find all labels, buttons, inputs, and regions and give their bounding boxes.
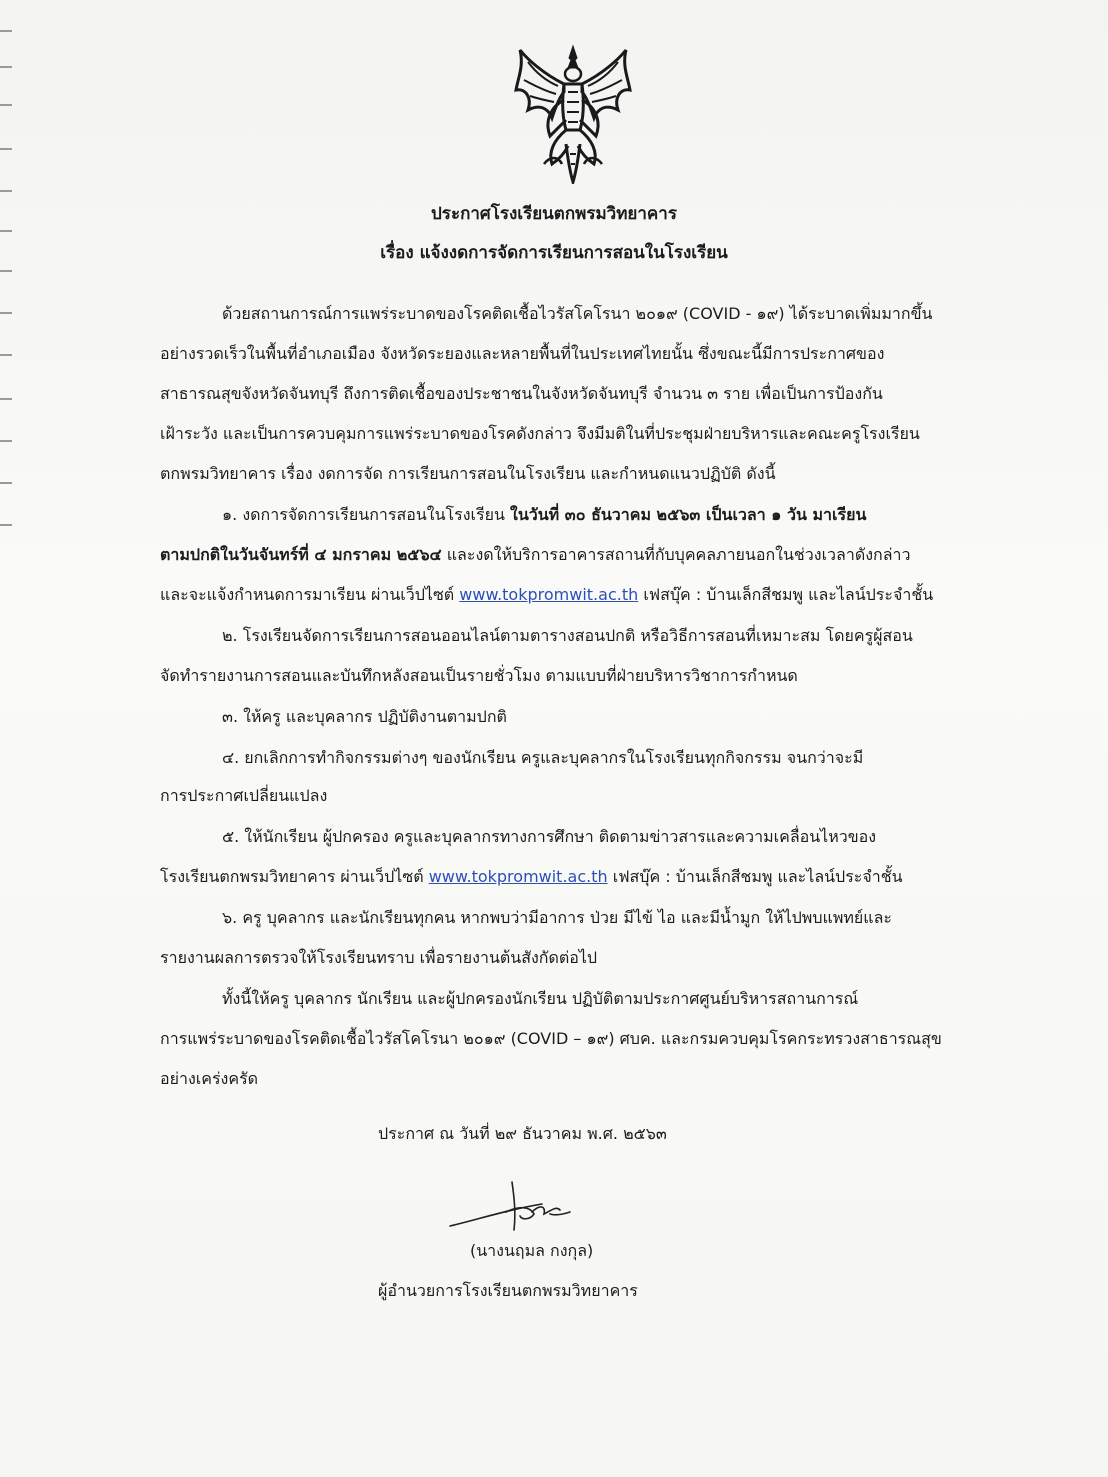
- item-1-date-bold: ในวันที่ ๓๐ ธันวาคม ๒๕๖๓ เป็นเวลา ๑ วัน มาเรียน: [510, 505, 867, 524]
- item-3-line: ๓. ให้ครู และบุคลากร ปฏิบัติงานตามปกติ: [222, 707, 507, 726]
- signature-image: [446, 1176, 596, 1236]
- item-1-text-2: และงดให้บริการอาคารสถานที่กับบุคคลภายนอกในช่วงเวลาดังกล่าว: [441, 545, 911, 564]
- item-1-line-3: [160, 585, 933, 605]
- closing-line-2: การแพร่ระบาดของโรคติดเชื้อไวรัสโคโรนา ๒๐๑๙ (COVID – ๑๙) ศบค. และกรมควบคุมโรคกระทรวงสาธารณสุข: [160, 1029, 942, 1048]
- item-5-text-2: เฟสบุ๊ค : บ้านเล็กสีชมพู และไลน์ประจำชั้น: [607, 867, 903, 886]
- intro-line-2: อย่างรวดเร็วในพื้นที่อำเภอเมือง จังหวัดระยองและหลายพื้นที่ในประเทศไทยนั้น ซึ่งขณะนี้มีการประกาศของ: [160, 344, 885, 363]
- closing-line-3: อย่างเคร่งครัด: [160, 1069, 259, 1088]
- item-5-line-2: [160, 867, 903, 887]
- item-2-line-1: ๒. โรงเรียนจัดการเรียนการสอนออนไลน์ตามตารางสอนปกติ หรือวิธีการสอนที่เหมาะสม โดยครูผู้สอน: [222, 626, 913, 645]
- document-title: ประกาศโรงเรียนตกพรมวิทยาคาร: [431, 204, 677, 224]
- document-subject: เรื่อง แจ้งงดการจัดการเรียนการสอนในโรงเรียน: [380, 243, 728, 263]
- website-link-1[interactable]: www.tokpromwit.ac.th: [459, 585, 639, 604]
- item-6-line-1: ๖. ครู บุคลากร และนักเรียนทุกคน หากพบว่ามีอาการ ป่วย มีไข้ ไอ และมีน้ำมูก ให้ไปพบแพทย์และ: [222, 908, 892, 927]
- intro-line-3: สาธารณสุขจังหวัดจันทบุรี ถึงการติดเชื้อของประชาชนในจังหวัดจันทบุรี จำนวน ๓ ราย เพื่อเป็นการป้องกัน: [160, 384, 883, 403]
- signer-name: (นางนฤมล กงกุล): [470, 1241, 594, 1260]
- item-1-text-3: และจะแจ้งกำหนดการมาเรียน ผ่านเว็ปไซต์: [160, 585, 460, 604]
- intro-line-4: เฝ้าระวัง และเป็นการควบคุมการแพร่ระบาดของโรคดังกล่าว จึงมีมติในที่ประชุมฝ่ายบริหารและคณะครูโรงเรียน: [160, 424, 920, 443]
- binder-hole-marks: [0, 0, 14, 560]
- item-5-line-1: ๕. ให้นักเรียน ผู้ปกครอง ครูและบุคลากรทางการศึกษา ติดตามข่าวสารและความเคลื่อนไหวของ: [222, 827, 877, 846]
- item-5-text: โรงเรียนตกพรมวิทยาคาร ผ่านเว็ปไซต์: [160, 867, 429, 886]
- website-link-2[interactable]: www.tokpromwit.ac.th: [428, 867, 608, 886]
- announcement-date: ประกาศ ณ วันที่ ๒๙ ธันวาคม พ.ศ. ๒๕๖๓: [378, 1124, 667, 1143]
- signer-position: ผู้อำนวยการโรงเรียนตกพรมวิทยาคาร: [378, 1281, 638, 1300]
- item-1-text: ๑. งดการจัดการเรียนการสอนในโรงเรียน: [222, 505, 510, 524]
- item-6-line-2: รายงานผลการตรวจให้โรงเรียนทราบ เพื่อรายงานต้นสังกัดต่อไป: [160, 948, 598, 967]
- item-4-line-1: ๔. ยกเลิกการทำกิจกรรมต่างๆ ของนักเรียน ครูและบุคลากรในโรงเรียนทุกกิจกรรม จนกว่าจะมี: [222, 748, 864, 767]
- garuda-emblem-icon: [514, 44, 632, 184]
- item-4-line-2: การประกาศเปลี่ยนแปลง: [160, 786, 328, 805]
- item-1-line-2: [160, 545, 910, 565]
- intro-line-5: ตกพรมวิทยาคาร เรื่อง งดการจัด การเรียนการสอนในโรงเรียน และกำหนดแนวปฏิบัติ ดังนี้: [160, 464, 776, 483]
- item-2-line-2: จัดทำรายงานการสอนและบันทึกหลังสอนเป็นรายชั่วโมง ตามแบบที่ฝ่ายบริหารวิชาการกำหนด: [160, 666, 798, 685]
- intro-line-1: ด้วยสถานการณ์การแพร่ระบาดของโรคติดเชื้อไวรัสโคโรนา ๒๐๑๙ (COVID - ๑๙) ได้ระบาดเพิ่มมากขึ้น: [222, 304, 933, 323]
- closing-line-1: ทั้งนี้ให้ครู บุคลากร นักเรียน และผู้ปกครองนักเรียน ปฏิบัติตามประกาศศูนย์บริหารสถานการณ์: [222, 989, 859, 1008]
- item-1-text-4: เฟสบุ๊ค : บ้านเล็กสีชมพู และไลน์ประจำชั้น: [638, 585, 934, 604]
- item-1-return-date-bold: ตามปกติในวันจันทร์ที่ ๔ มกราคม ๒๕๖๔: [160, 545, 442, 564]
- item-1-line-1: [222, 505, 866, 525]
